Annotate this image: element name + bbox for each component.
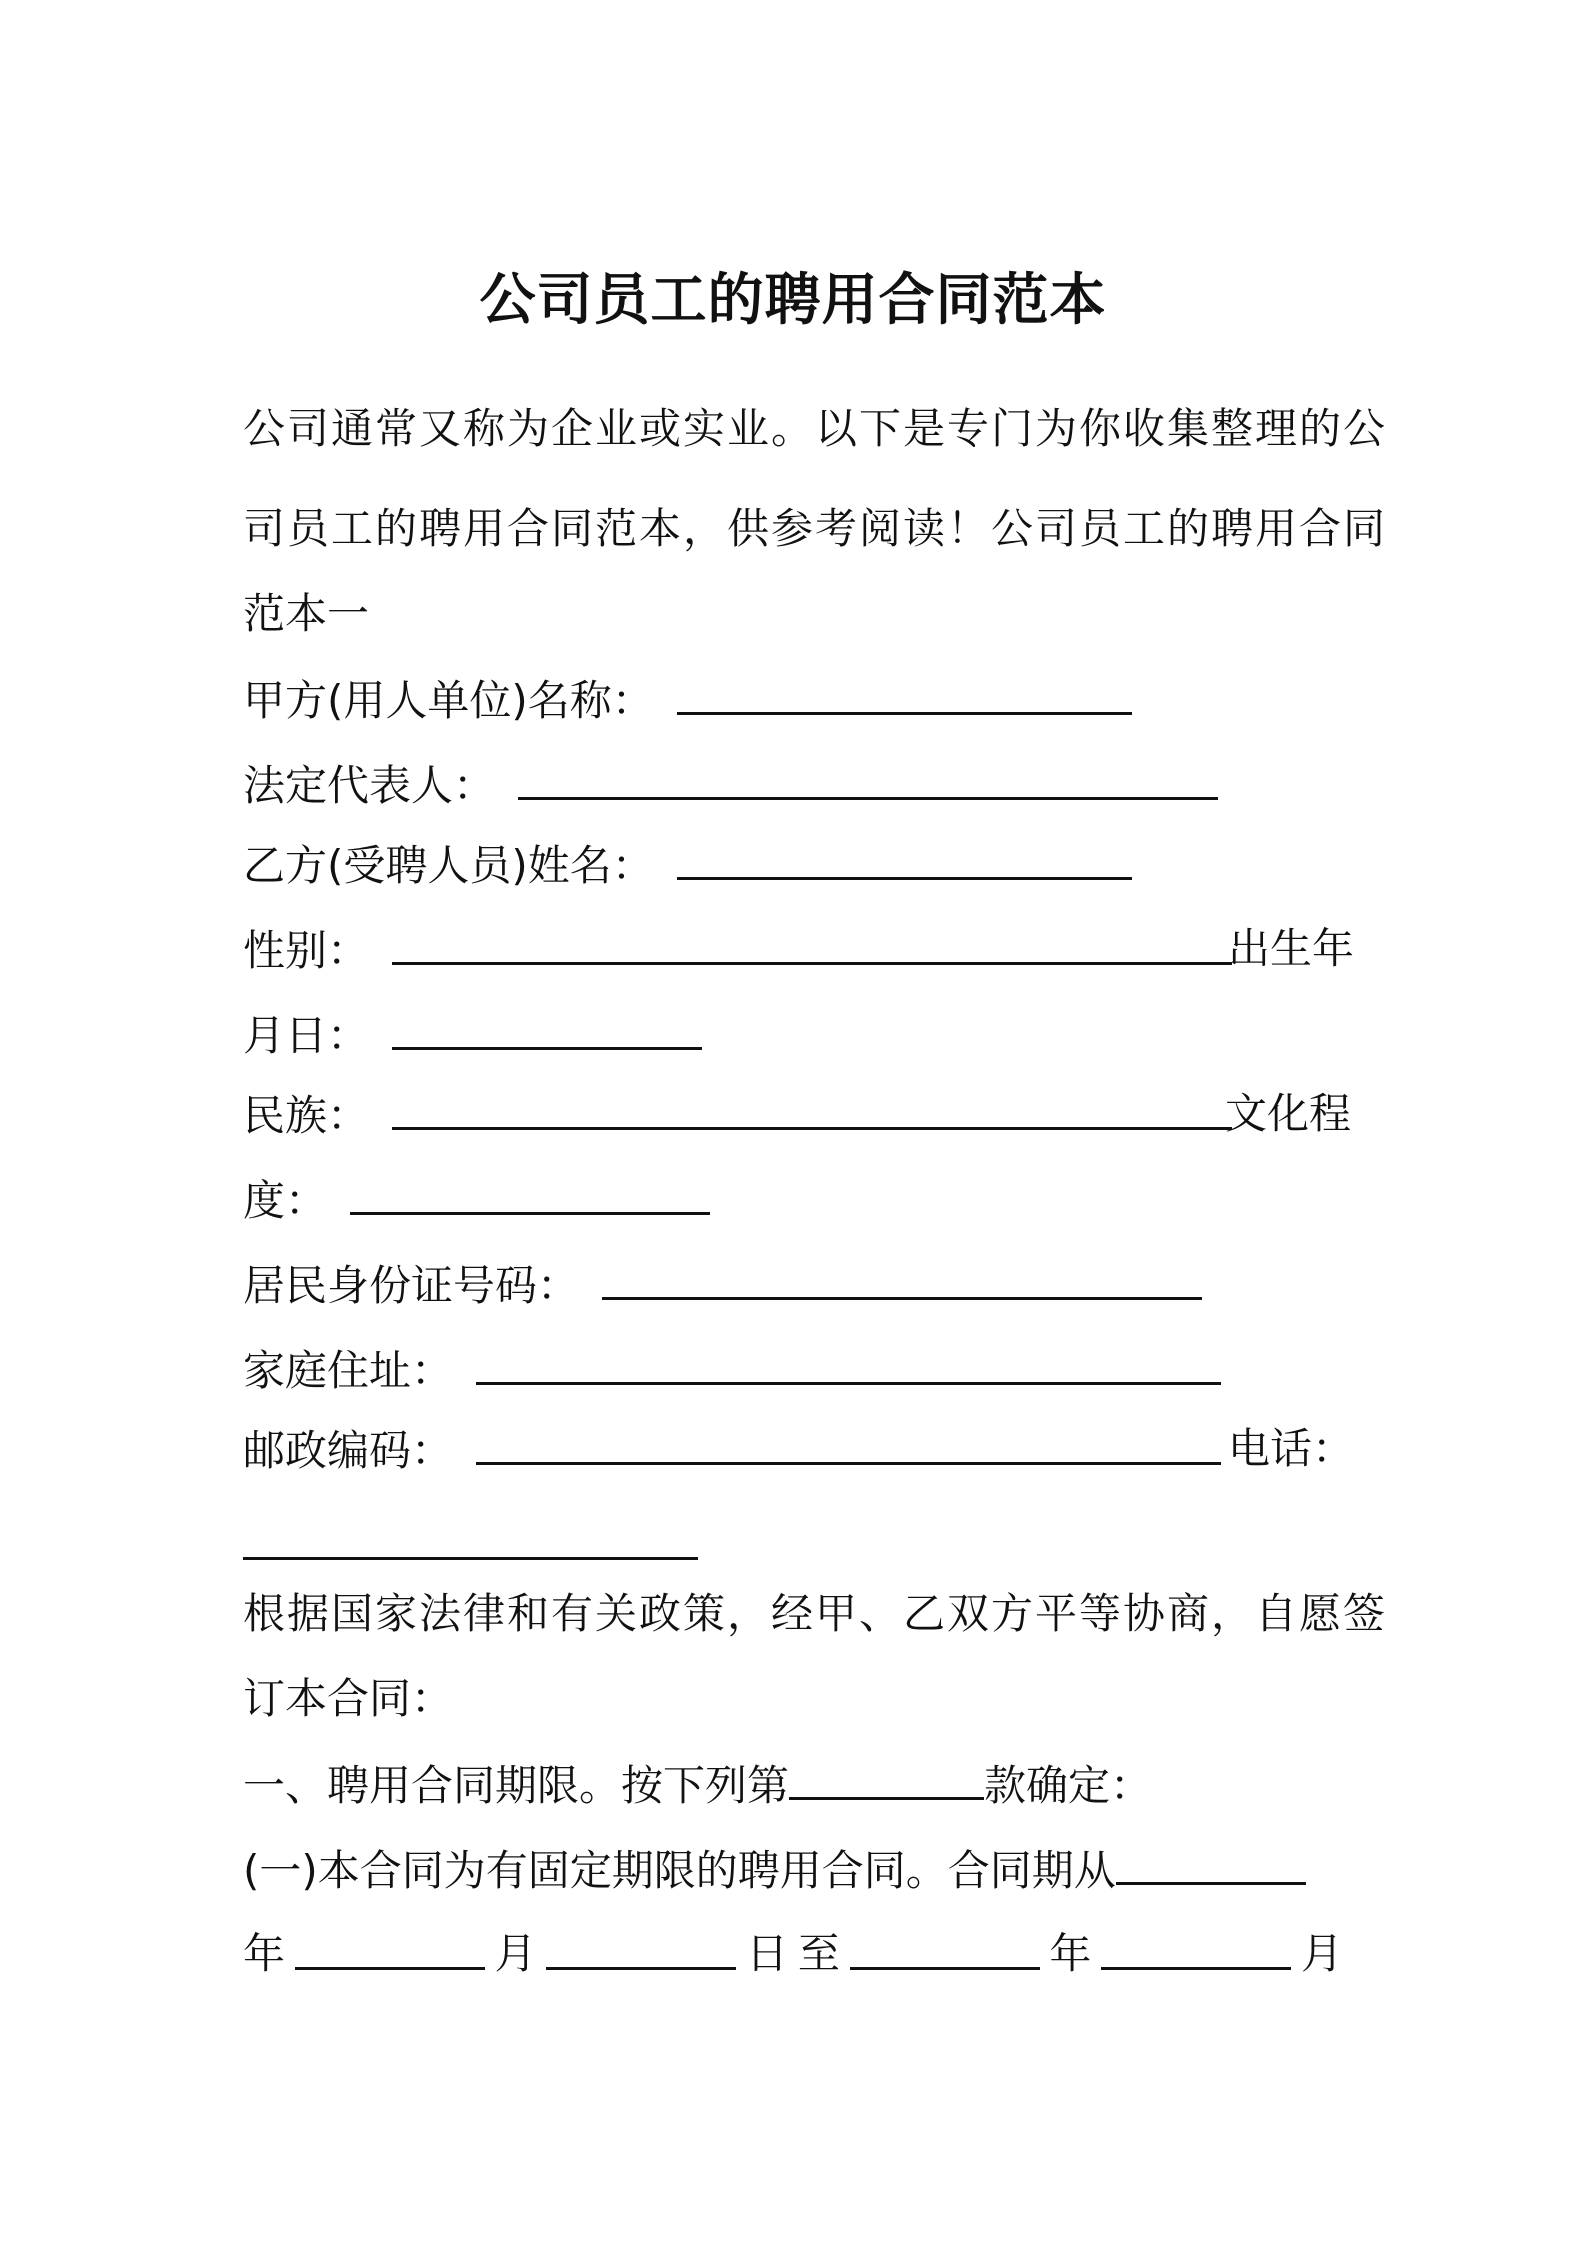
birth-row [243, 1011, 702, 1060]
intro-line-1 [243, 404, 1388, 453]
term-start-month-blank[interactable] [295, 1933, 485, 1970]
clause1-suffix: 款确定： [984, 1761, 1153, 1810]
phone-blank[interactable] [243, 1523, 698, 1560]
date-month1-label: 月 [494, 1929, 537, 1978]
education-label-part1: 文化程 [1225, 1089, 1352, 1138]
agreement-line-2: 订本合同： [243, 1674, 454, 1723]
date-to-label: 至 [797, 1929, 840, 1978]
party-b-name-row [243, 841, 1132, 890]
id-number-label: 居民身份证号码： [243, 1261, 580, 1310]
agreement-line-1 [243, 1589, 1388, 1638]
date-year2-label: 年 [1049, 1929, 1092, 1978]
date-range-row [243, 1929, 1343, 1978]
date-month2-label: 月 [1300, 1929, 1343, 1978]
ethnicity-label: 民族： [243, 1091, 370, 1140]
term-end-year-blank[interactable] [850, 1933, 1040, 1970]
intro-text-2: 司员工的聘用合同范本，供参考阅读！公司员工的聘用合同 [243, 504, 1388, 553]
document-title: 公司员工的聘用合同范本 [479, 268, 1107, 333]
clause1-item1-text: (一)本合同为有固定期限的聘用合同。合同期从 [243, 1846, 1116, 1895]
term-end-month-blank[interactable] [1101, 1933, 1291, 1970]
intro-text-1: 公司通常又称为企业或实业。以下是专门为你收集整理的公 [243, 404, 1388, 453]
gender-blank[interactable] [392, 928, 1232, 965]
party-b-name-blank[interactable] [677, 843, 1132, 880]
intro-line-3: 范本一 [243, 589, 370, 638]
birth-label-part1: 出生年 [1228, 924, 1355, 973]
party-b-name-label: 乙方(受聘人员)姓名： [243, 841, 654, 890]
address-row [243, 1346, 1221, 1395]
legal-rep-label: 法定代表人： [243, 761, 496, 810]
party-a-name-blank[interactable] [677, 678, 1132, 715]
party-a-name-row [243, 676, 1132, 725]
id-number-row [243, 1261, 1202, 1310]
education-label-part2: 度： [243, 1176, 328, 1225]
date-year1-label: 年 [243, 1929, 286, 1978]
term-start-year-blank[interactable] [1116, 1848, 1306, 1885]
date-day1-label: 日 [746, 1929, 789, 1978]
clause1-blank[interactable] [789, 1763, 984, 1800]
intro-line-2 [243, 504, 1388, 553]
birth-label-part2: 月日： [243, 1011, 370, 1060]
phone-label: 电话： [1228, 1424, 1355, 1473]
legal-rep-blank[interactable] [518, 763, 1218, 800]
address-label: 家庭住址： [243, 1346, 454, 1395]
ethnicity-blank[interactable] [392, 1093, 1232, 1130]
gender-label: 性别： [243, 926, 370, 975]
party-a-name-label: 甲方(用人单位)名称： [243, 676, 654, 725]
phone-row [243, 1523, 698, 1567]
id-number-blank[interactable] [602, 1263, 1202, 1300]
legal-rep-row [243, 761, 1218, 810]
postal-code-label: 邮政编码： [243, 1426, 454, 1475]
agreement-text-1: 根据国家法律和有关政策，经甲、乙双方平等协商，自愿签 [243, 1589, 1388, 1638]
birth-blank[interactable] [392, 1013, 702, 1050]
gender-row [243, 926, 1232, 975]
address-blank[interactable] [476, 1348, 1221, 1385]
postal-code-blank[interactable] [476, 1428, 1221, 1465]
term-start-day-blank[interactable] [546, 1933, 736, 1970]
clause1-item1-row [243, 1846, 1306, 1895]
clause1-prefix: 一、聘用合同期限。按下列第 [243, 1761, 790, 1810]
education-row [243, 1176, 710, 1225]
clause1-row [243, 1761, 1153, 1810]
education-blank[interactable] [350, 1178, 710, 1215]
ethnicity-row [243, 1091, 1232, 1140]
postal-code-row [243, 1426, 1221, 1475]
